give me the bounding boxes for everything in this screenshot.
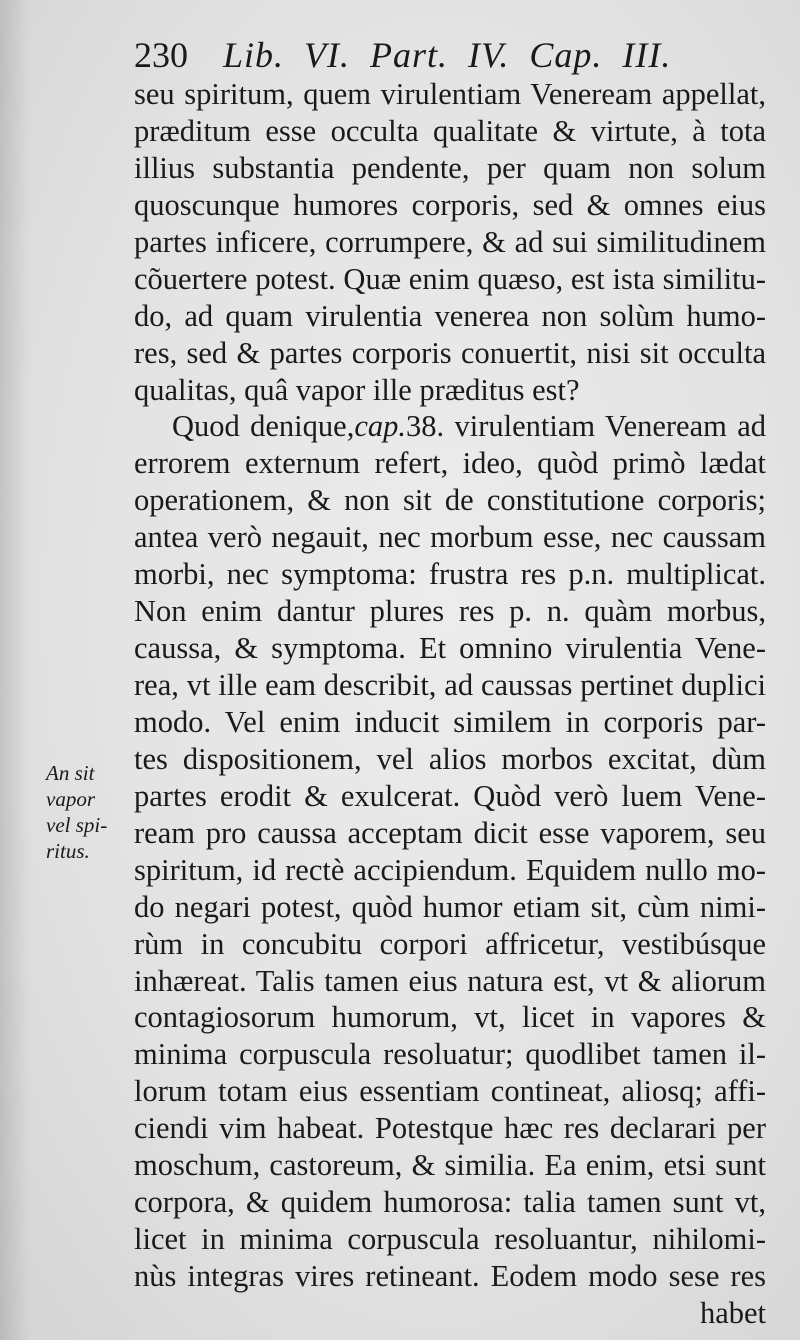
text-line: rea, vt ille eam describit, ad caussas pertinet duplici — [134, 668, 766, 702]
text-line: partes erodit & exulcerat. Quòd verò luem Vene- — [134, 778, 766, 813]
text-line: caussa, & symptoma. Et omnino virulentia Vene- — [134, 631, 766, 666]
margin-note-line: vel spi- — [46, 813, 108, 837]
text-line: illius substantia pendente, per quam non solum — [134, 150, 766, 185]
margin-note-line: vapor — [46, 787, 95, 811]
paragraph-end-line: qualitas, quâ vapor ille præditus est? — [134, 372, 580, 407]
text-line: do, ad quam virulentia venerea non solùm humo- — [134, 298, 766, 333]
text-line: moschum, castoreum, & similia. Ea enim, etsi sunt — [134, 1148, 766, 1183]
text-line: seu spiritum, quem virulentiam Veneream appellat, — [134, 77, 766, 111]
margin-note-line: ritus. — [46, 839, 90, 863]
page-number: 230 — [134, 35, 188, 75]
text-line: corpora, & quidem humorosa: talia tamen sunt vt, — [134, 1185, 766, 1220]
text-line: operationem, & non sit de constitutione corporis; — [134, 483, 766, 518]
line-segment: 38. virulentiam Veneream ad — [406, 409, 766, 444]
text-line: licet in minima corpuscula resoluantur, nihilomi- — [134, 1222, 766, 1257]
text-line: nùs integras vires retineant. Eodem modo sese res — [134, 1259, 766, 1293]
text-line: partes inficere, corrumpere, & ad sui similitudinem — [134, 224, 766, 259]
text-line: lorum totam eius essentiam contineat, aliosq; affi- — [134, 1074, 766, 1109]
margin-note-line: An sit — [46, 761, 95, 785]
text-line: rùm in concubitu corpori affricetur, vestibúsque — [134, 926, 766, 961]
text-line: spiritum, id rectè accipiendum. Equidem nullo mo- — [134, 852, 766, 887]
text-line: errorem externum refert, ideo, quòd primò lædat — [134, 446, 766, 481]
spine-shadow — [0, 0, 30, 1340]
text-line: inhæreat. Talis tamen eius natura est, vt & aliorum — [134, 963, 766, 998]
text-line: do negari potest, quòd humor etiam sit, cùm nimi- — [134, 889, 766, 924]
text-line: modo. Vel enim inducit similem in corporis par- — [134, 704, 766, 739]
running-head: Lib. VI. Part. IV. Cap. III. — [223, 35, 672, 75]
text-line: cõuertere potest. Quæ enim quæso, est ista similitu- — [134, 261, 766, 296]
paragraph-start-line — [134, 408, 766, 445]
text-line: tes dispositionem, vel alios morbos excitat, dùm — [134, 741, 766, 776]
catchword: habet — [699, 1295, 766, 1330]
text-line: minima corpuscula resoluatur; quodlibet tamen il- — [134, 1037, 766, 1072]
text-line: quoscunque humores corporis, sed & omnes eius — [134, 187, 766, 222]
text-line: Non enim dantur plures res p. n. quàm morbus, — [134, 594, 766, 629]
line-segment: Quod denique, — [172, 409, 355, 444]
text-line: præditum esse occulta qualitate & virtute, à tota — [134, 113, 766, 148]
text-line: ream pro caussa acceptam dicit esse vaporem, seu — [134, 815, 766, 850]
text-line: antea verò negauit, nec morbum esse, nec caussam — [134, 520, 766, 555]
margin-note — [46, 760, 126, 864]
italic-reference: cap. — [354, 409, 406, 444]
text-line: res, sed & partes corporis conuertit, nisi sit occulta — [134, 335, 766, 370]
text-line: contagiosorum humorum, vt, licet in vapores & — [134, 1000, 766, 1035]
text-line: ciendi vim habeat. Potestque hæc res declarari per — [134, 1111, 766, 1146]
page-header — [134, 30, 774, 80]
text-line: morbi, nec symptoma: frustra res p.n. multiplicat. — [134, 557, 766, 592]
body-text — [134, 76, 766, 1332]
